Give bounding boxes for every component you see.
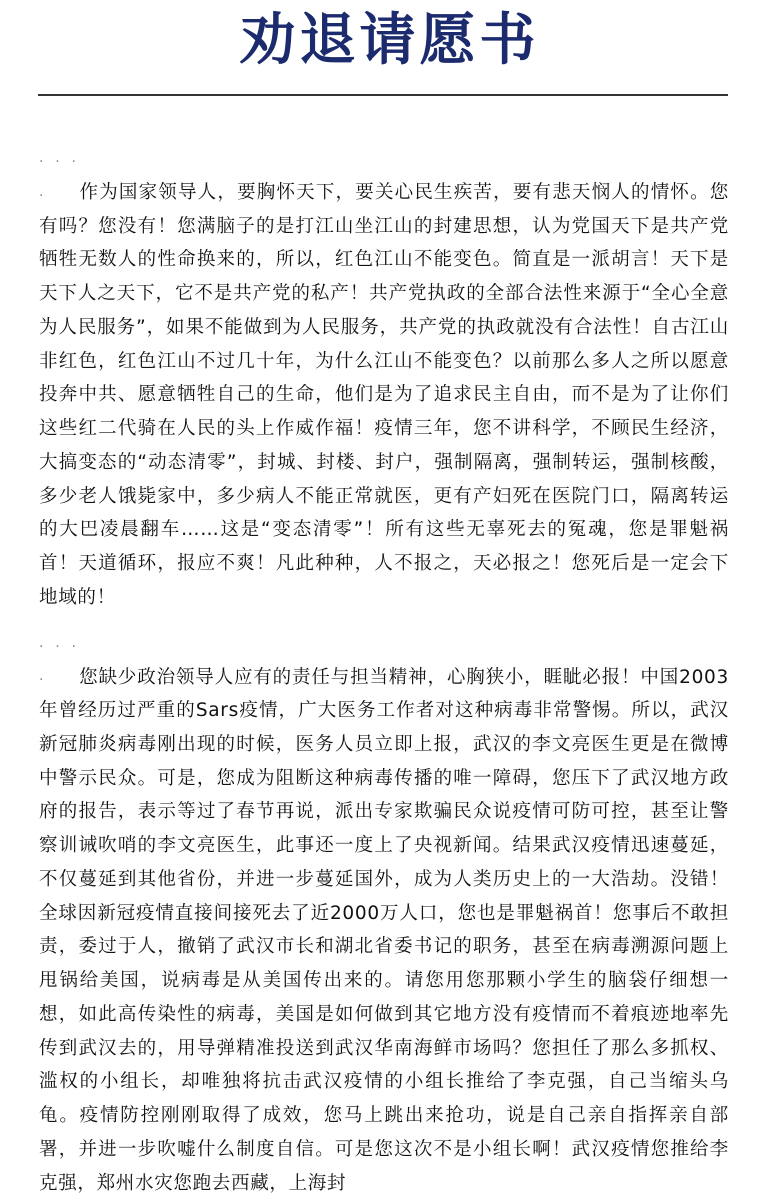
document-body [39,142,729,1200]
paragraph-text: 您缺少政治领导人应有的责任与担当精神，心胸狭小，睚眦必报！中国2003年曾经历过严重的Sars疫情，广大医务工作者对这种病毒非常警惕。所以，武汉新冠肺炎病毒刚出现的时候，医务人员立即上报，武汉的李文亮医生更是在微博中警示民众。可是，您成为阻断这种病毒传播的唯一障碍，您压下了武汉地方政府的报告，表示等过了春节再说，派出专家欺骗民众说疫情可防可控，甚至让警察训诫吹哨的李文亮医生，此事还一度上了央视新闻。结果武汉疫情迅速蔓延，不仅蔓延到其他省份，并进一步蔓延国外，成为人类历史上的一大浩劫。没错！全球因新冠疫情直接间接死去了近2000万人口，您也是罪魁祸首！您事后不敢担责，委过于人，撤销了武汉市长和湖北省委书记的职务，甚至在病毒溯源问题上甩锅给美国，说病毒是从美国传出来的。请您用您那颗小学生的脑袋仔细想一想，如此高传染性的病毒，美国是如何做到其它地方没有疫情而不着痕迹地率先传到武汉去的，用导弹精准投送到武汉华南海鲜市场吗？您担任了那么多抓权、滥权的小组长，却唯独将抗击武汉疫情的小组长推给了李克强，自己当缩头乌龟。疫情防控刚刚取得了成效，您马上跳出来抢功，说是自己亲自指挥亲自部署，并进一步吹嘘什么制度自信。可是您这次不是小组长啊！武汉疫情您推给李克强，郑州水灾您跑去西藏，上海封 [39,666,729,1194]
title-divider [38,94,728,96]
paragraph-indent-marker: . . . . [39,150,79,200]
document-title: 劝退请愿书 [239,7,540,73]
paragraph-1 [39,142,729,615]
paragraph-indent-marker: . . . . [39,634,79,685]
paragraph-text: 作为国家领导人，要胸怀天下，要关心民生疾苦，要有悲天悯人的情怀。您有吗？您没有！您满脑子的是打江山坐江山的封建思想，认为党国天下是共产党牺牲无数人的性命换来的，所以，红色江山不能变色。简直是一派胡言！天下是天下人之天下，它不是共产党的私产！共产党执政的全部合法性来源于“全心全意为人民服务”，如果不能做到为人民服务，共产党的执政就没有合法性！自古江山非红色，红色江山不过几十年，为什么江山不能变色？以前那么多人之所以愿意投奔中共、愿意牺牲自己的生命，他们是为了追求民主自由，而不是为了让你们这些红二代骑在人民的头上作威作福！疫情三年，您不讲科学，不顾民生经济，大搞变态的“动态清零”，封城、封楼、封户，强制隔离，强制转运，强制核酸，多少老人饿毙家中，多少病人不能正常就医，更有产妇死在医院门口，隔离转运的大巴凌晨翻车……这是“变态清零”！所有这些无辜死去的冤魂，您是罪魁祸首！天道循环，报应不爽！凡此种种，人不报之，天必报之！您死后是一定会下地域的！ [39,181,729,608]
paragraph-2 [39,627,729,1200]
